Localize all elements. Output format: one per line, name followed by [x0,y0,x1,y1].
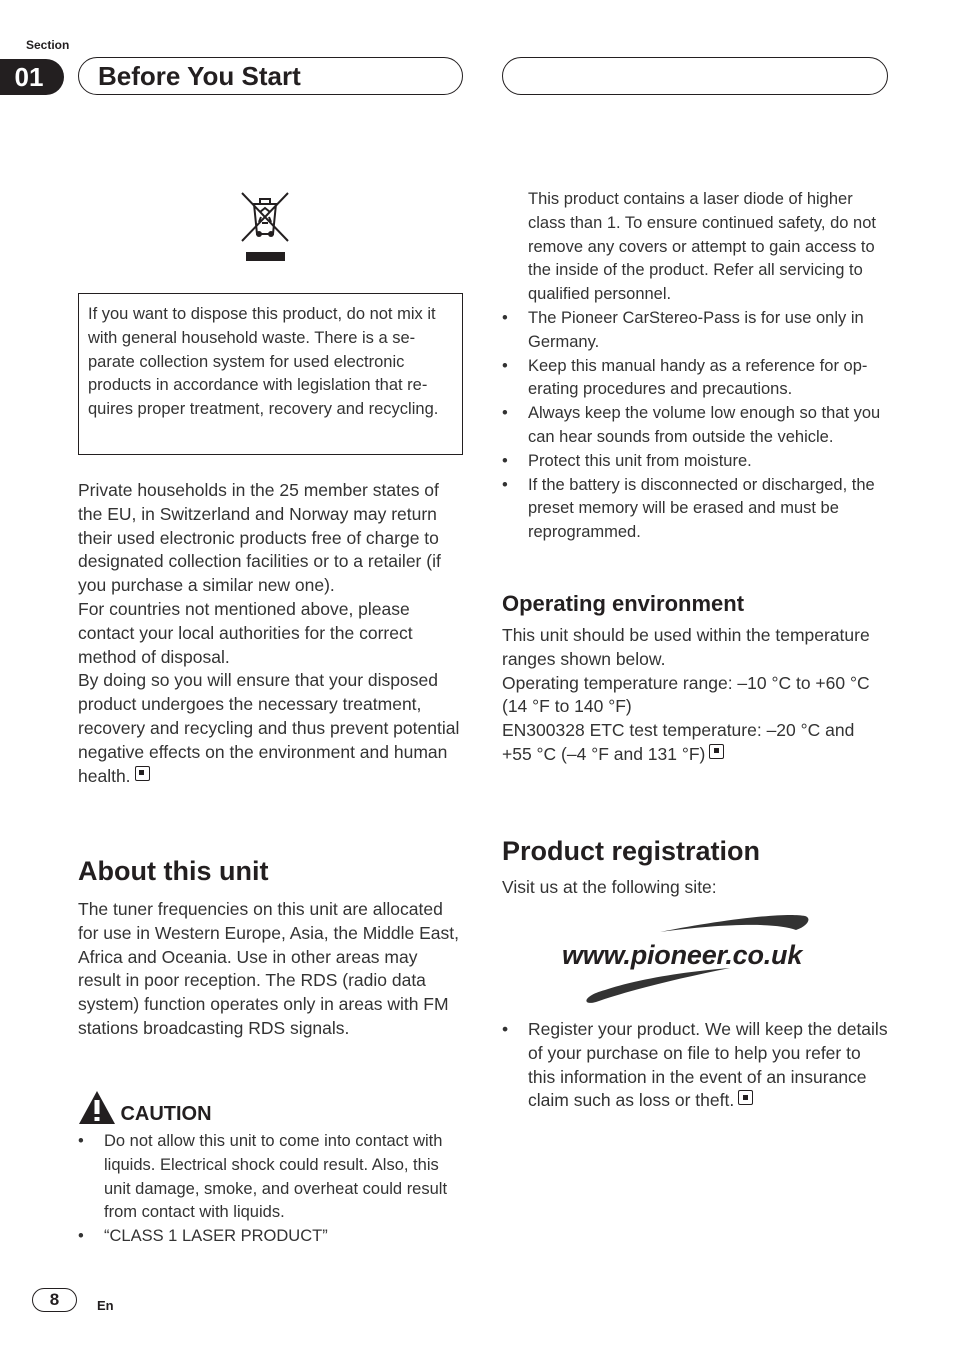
page-number: 8 [32,1288,77,1312]
caution-item: • “CLASS 1 LASER PRODUCT” [78,1225,464,1249]
section-label: Section [26,38,70,52]
warning-icon [78,1090,116,1126]
disposal-info [78,479,464,788]
caution-block [78,1090,212,1126]
language-code: En [97,1298,114,1313]
end-mark-icon [135,766,150,781]
registration-item: • Register your product. We will keep the details of your purchase on file to help you refer to this information in the event of an insurance claim such as loss or theft. [502,1018,888,1113]
right-column-notes [502,188,888,545]
caution-label: CAUTION [120,1103,212,1125]
pioneer-url-text[interactable]: www.pioneer.co.uk [562,940,803,970]
about-heading: About this unit [78,856,269,886]
disposal-para-3: By doing so you will ensure that your disposed product undergoes the necessary treatment, recovery and recycling and thus prevent potential negative effects on the environment and human health. [78,670,460,786]
note-item: • Always keep the volume low enough so that you can hear sounds from outside the vehicle. [502,402,888,450]
operating-heading: Operating environment [502,591,745,616]
registration-intro: Visit us at the following site: [502,877,717,897]
note-item: • Keep this manual handy as a reference for operating procedures and precautions. [502,355,888,403]
crossed-out-wheelie-bin-icon [240,190,290,262]
caution-list [78,1130,464,1249]
end-mark-icon [738,1090,753,1105]
disposal-notice-box [78,293,463,455]
title-frame-empty [502,57,888,95]
laser-notice: This product contains a laser diode of higher class than 1. To ensure continued safety, do not remove any covers or attempt to gain access to the inside of the product. Refer all servicing to qualified personnel. [528,190,876,304]
operating-line-3: EN300328 ETC test temperature: –20 °C and +55 °C (–4 °F and 131 °F) [502,720,855,764]
pioneer-url-logo[interactable] [560,910,840,1006]
note-item: • Protect this unit from moisture. [502,450,888,474]
operating-line-1: This unit should be used within the temperature ranges shown below. [502,625,870,669]
registration-list [502,1018,888,1113]
page-title: Before You Start [98,61,301,91]
section-number: 01 [0,59,64,95]
note-item: • If the battery is disconnected or discharged, the preset memory will be erased and must be reprogrammed. [502,474,888,545]
caution-item: • Do not allow this unit to come into contact with liquids. Electrical shock could result. Also, this unit damage, smoke, and overheat could result from contact with liquids. [78,1130,464,1225]
disposal-para-1: Private households in the 25 member states of the EU, in Switzerland and Norway may return their used electronic products free of charge to designated collection facilities or to a retailer (if you purchase a similar new one). [78,480,441,596]
about-body: The tuner frequencies on this unit are allocated for use in Western Europe, Asia, the Middle East, Africa and Oceania. Use in other areas may result in poor reception. The RDS (radio data system) function operates only in areas with FM stations broadcasting RDS signals. [78,899,459,1038]
registration-heading: Product registration [502,836,761,866]
operating-line-2: Operating temperature range: –10 °C to +60 °C (14 °F to 140 °F) [502,672,870,717]
note-item: • The Pioneer CarStereo-Pass is for use only in Germany. [502,307,888,355]
disposal-para-2: For countries not mentioned above, please contact your local authorities for the correct method of disposal. [78,598,413,667]
end-mark-icon [709,744,724,759]
operating-body [502,624,888,767]
disposal-notice-text: If you want to dispose this product, do not mix it with general household waste. There is a separate collection system for used electronic products in accordance with legislation that requires proper treatment, recovery and recycling. [88,305,439,419]
